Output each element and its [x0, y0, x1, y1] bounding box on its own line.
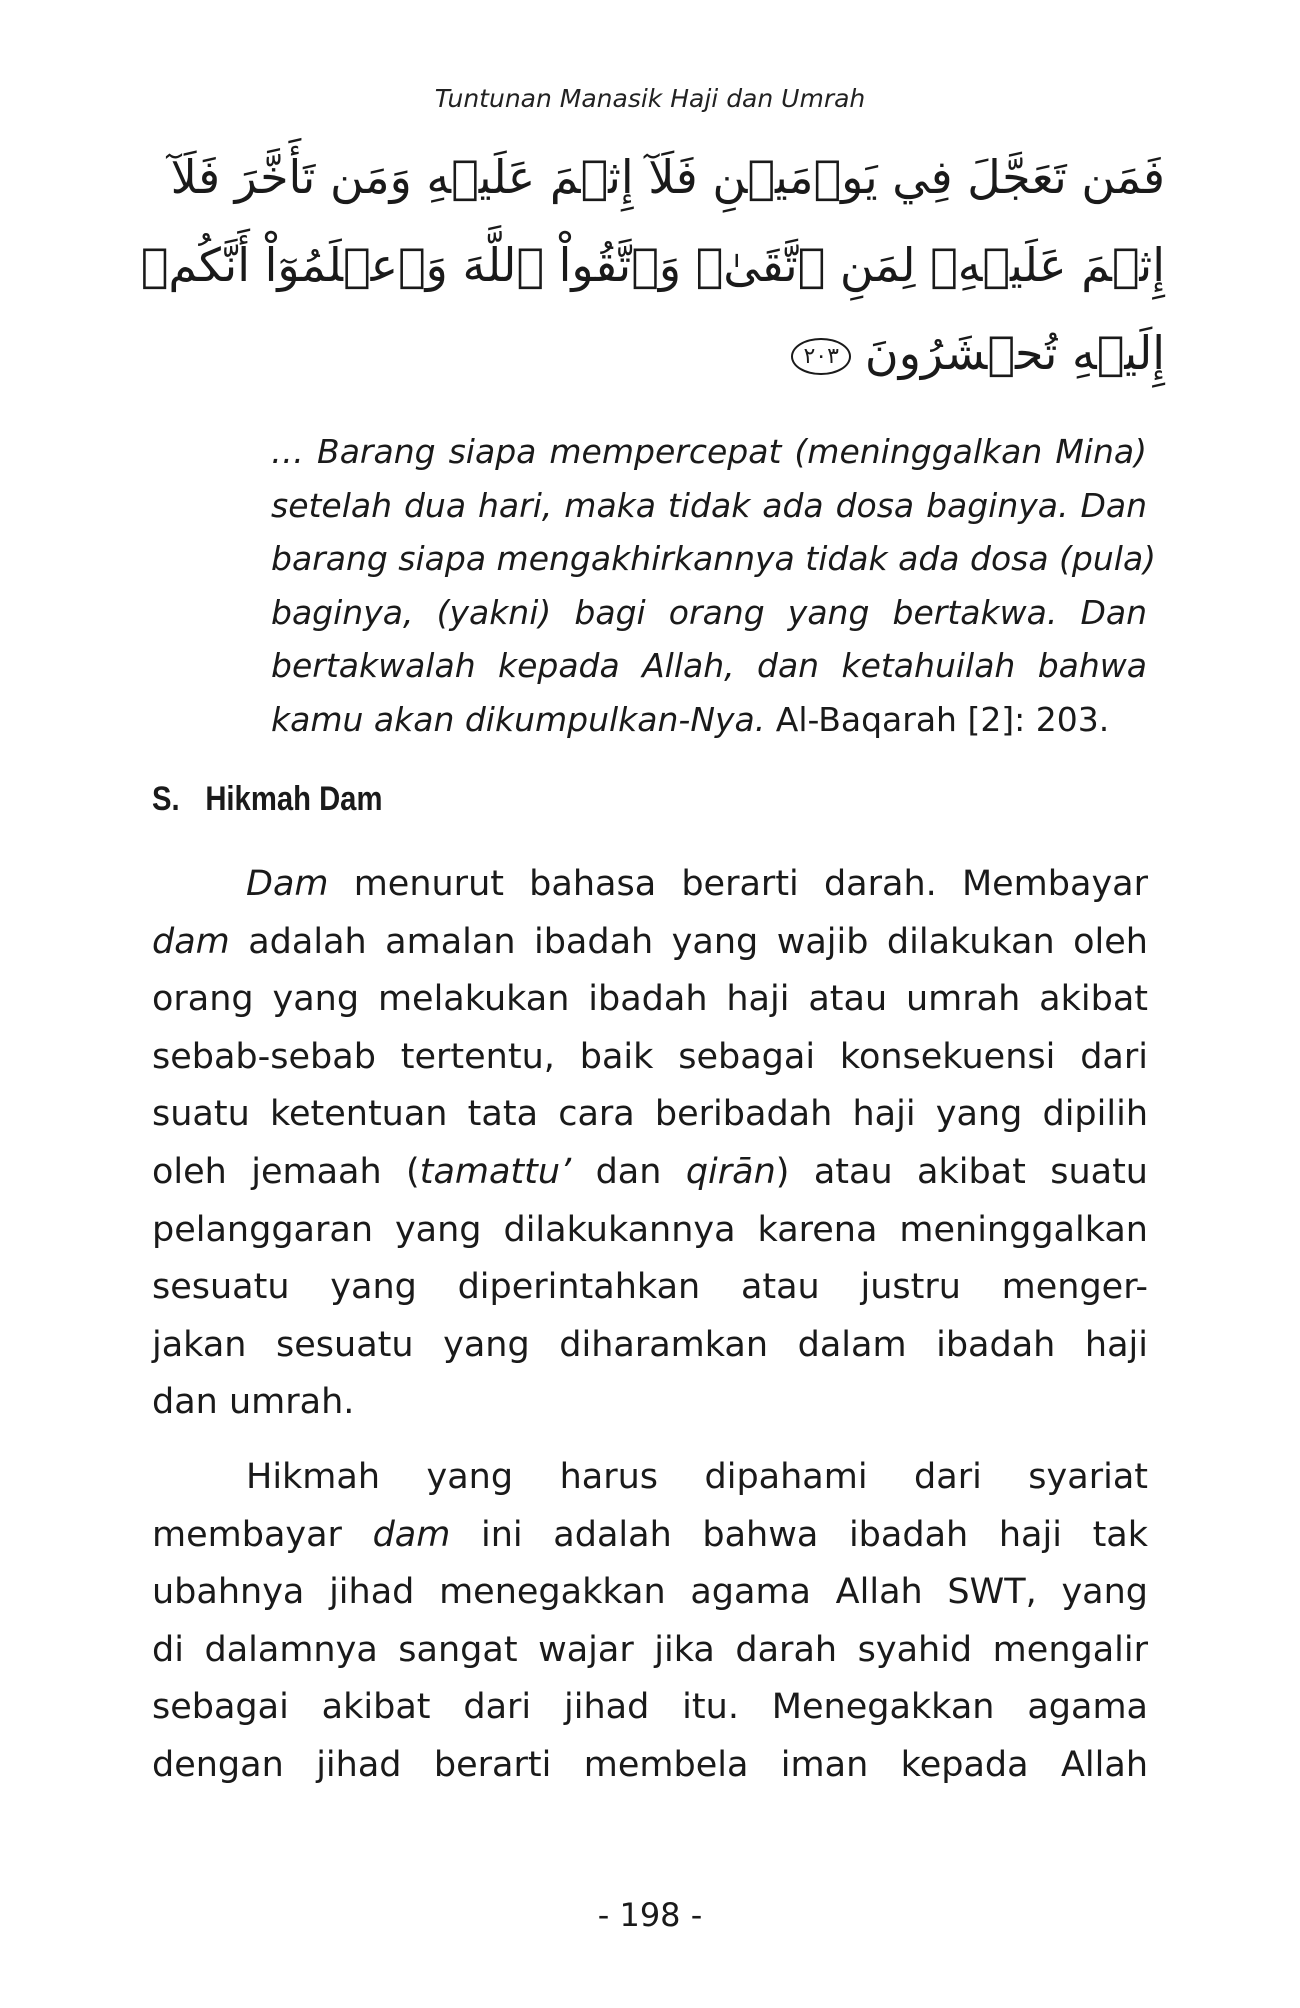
paragraph-line: sebab-sebab tertentu, baik sebagai konsekuensi dari [152, 1036, 1148, 1077]
paragraph-line: pelanggaran yang dilakukannya karena meninggalkan [152, 1209, 1148, 1250]
paragraph-line [152, 1144, 1148, 1202]
paragraph-line [152, 914, 1148, 972]
quran-verse-line-3 [275, 326, 1165, 380]
translation-line: bertakwalah kepada Allah, dan ketahuilah bahwa [271, 646, 1147, 685]
quran-verse-line-3-text: إِلَيۡهِ تُحۡشَرُونَ [864, 326, 1165, 380]
term-tamattu: tamattu’ [419, 1151, 572, 1192]
paragraph-line: suatu ketentuan tata cara beribadah haji yang dipilih [152, 1094, 1148, 1135]
paragraph-line: jakan sesuatu yang diharamkan dalam ibadah haji [152, 1324, 1148, 1365]
paragraph-text: adalah amalan ibadah yang wajib dilakukan oleh [229, 921, 1148, 962]
paragraph-line: dengan jihad berarti membela iman kepada Allah [152, 1744, 1148, 1785]
paragraph-text: ) atau akibat suatu [775, 1151, 1148, 1192]
translation-line: setelah dua hari, maka tidak ada dosa baginya. Dan [271, 485, 1147, 525]
running-header: Tuntunan Manasik Haji dan Umrah [434, 84, 866, 113]
paragraph-line [152, 1507, 1148, 1565]
ayah-number-marker: ٢٠٣ [791, 338, 850, 375]
paragraph-text: oleh jemaah ( [152, 1151, 420, 1192]
body-paragraph-2 [152, 1449, 1148, 1795]
section-heading [152, 780, 382, 819]
paragraph-line: dan umrah. [152, 1382, 355, 1423]
section-number: S. [152, 780, 180, 818]
quran-verse-line-2: إِثۡمَ عَلَيۡهِۖ لِمَنِ ٱتَّقَىٰۗ وَٱتَّقُواْ ٱللَّهَ وَٱعۡلَمُوٓاْ أَنَّكُمۡ [140, 238, 1165, 292]
paragraph-text: dan [571, 1151, 686, 1192]
section-title: Hikmah Dam [205, 780, 383, 818]
paragraph-line: sebagai akibat dari jihad itu. Menegakkan agama [152, 1687, 1148, 1728]
paragraph-line: orang yang melakukan ibadah haji atau umrah akibat [152, 979, 1148, 1020]
term-dam: dam [372, 1514, 451, 1555]
translation-line: kamu akan dikumpulkan-Nya. [271, 699, 766, 739]
body-paragraph-1 [152, 856, 1148, 1432]
term-dam: dam [152, 921, 230, 962]
translation-last-line [271, 693, 1147, 747]
term-dam: Dam [246, 864, 329, 904]
translation-line: baginya, (yakni) bagi orang yang bertakwa. Dan [271, 592, 1147, 632]
paragraph-line: ubahnya jihad menegakkan agama Allah SWT, yang [152, 1572, 1148, 1613]
verse-citation: Al-Baqarah [2]: 203. [765, 699, 1110, 739]
paragraph-line [152, 856, 1148, 914]
paragraph-line: Hikmah yang harus dipahami dari syariat [246, 1457, 1148, 1497]
page-number: - 198 - [597, 1896, 703, 1934]
translation-line: barang siapa mengakhirkannya tidak ada dosa (pula) [271, 539, 1157, 578]
paragraph-text: membayar [152, 1514, 373, 1555]
paragraph-line: sesuatu yang diperintahkan atau justru menger- [152, 1267, 1148, 1308]
paragraph-line: di dalamnya sangat wajar jika darah syahid mengalir [152, 1629, 1148, 1670]
paragraph-text: ini adalah bahwa ibadah haji tak [450, 1514, 1149, 1555]
paragraph-text: menurut bahasa berarti darah. Membayar [328, 864, 1148, 904]
term-qiran: qirān [685, 1151, 776, 1192]
quran-verse-line-1: فَمَن تَعَجَّلَ فِي يَوۡمَيۡنِ فَلَآ إِثۡمَ عَلَيۡهِ وَمَن تَأَخَّرَ فَلَآ [170, 150, 1165, 204]
verse-translation [271, 425, 1157, 746]
translation-line: … Barang siapa mempercepat (meninggalkan Mina) [271, 432, 1147, 471]
